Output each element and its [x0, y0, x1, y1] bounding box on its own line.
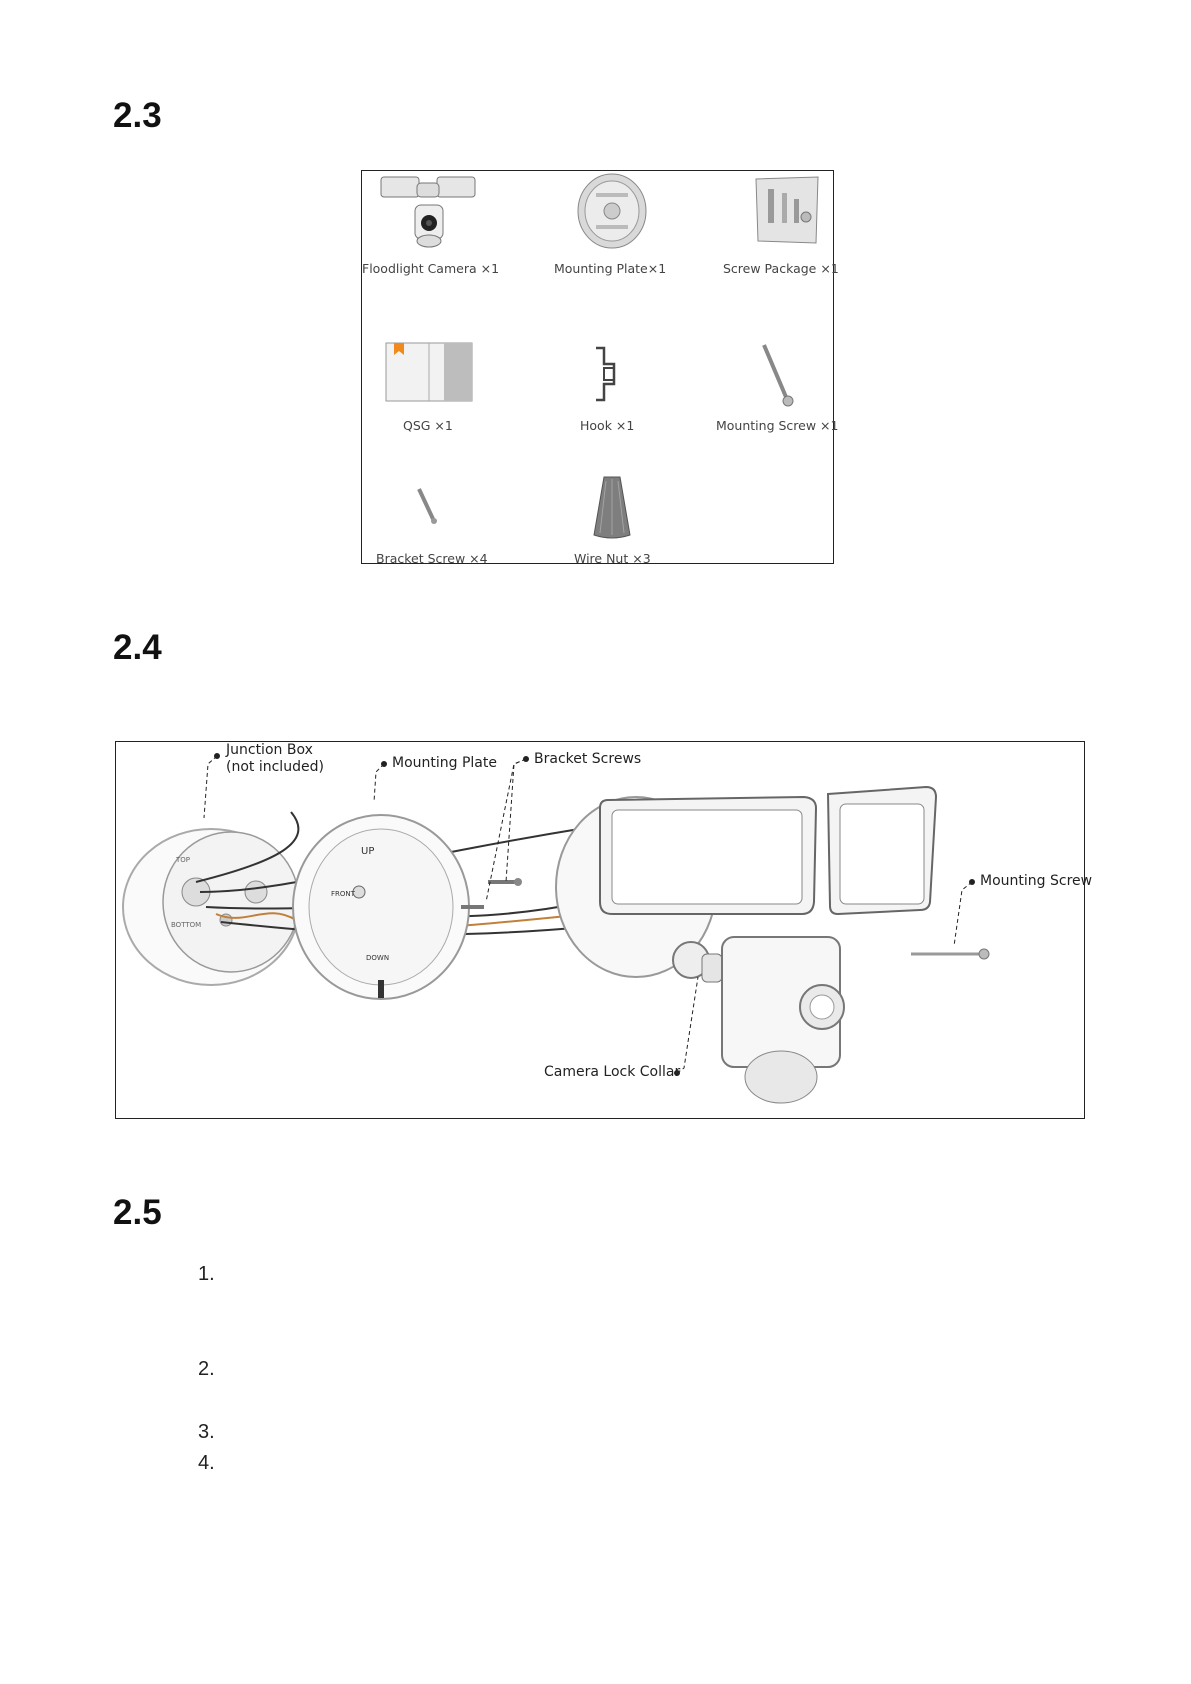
- mounting-screw-drawing: [911, 949, 989, 959]
- mounting-plate-drawing: [293, 815, 469, 999]
- junction-bottom-label: BOTTOM: [171, 921, 202, 929]
- camera-drawing: [673, 937, 844, 1103]
- hook-icon: [590, 344, 622, 404]
- item-label-hook: Hook ×1: [580, 418, 635, 433]
- callout-junction-box-line1: Junction Box: [226, 742, 313, 758]
- bracket-screws-drawing: [461, 878, 522, 907]
- item-label-qsg: QSG ×1: [403, 418, 453, 433]
- mounting-plate-icon: [574, 171, 650, 251]
- wire-nut-icon: [590, 473, 634, 541]
- step-number-1: 1.: [198, 1263, 215, 1285]
- item-label-bracket-screw: Bracket Screw ×4: [376, 551, 488, 566]
- item-label-mounting-plate: Mounting Plate×1: [554, 261, 667, 276]
- item-label-mounting-screw: Mounting Screw ×1: [716, 418, 839, 433]
- step-number-3: 3.: [198, 1421, 215, 1443]
- floodlight-camera-icon: [379, 173, 479, 251]
- screw-package-icon: [750, 173, 824, 247]
- section-2-3-heading: 2.3: [113, 96, 162, 135]
- step-number-4: 4.: [198, 1452, 215, 1474]
- exploded-view-drawing: [116, 742, 1084, 1118]
- item-label-wire-nut: Wire Nut ×3: [574, 551, 651, 566]
- section-2-4-heading: 2.4: [113, 628, 162, 667]
- junction-top-label: TOP: [176, 856, 191, 864]
- callout-mounting-screw: Mounting Screw: [980, 873, 1093, 889]
- callout-junction-box: [226, 742, 324, 776]
- callout-camera-lock-collar: Camera Lock Collar: [544, 1064, 681, 1080]
- installation-diagram: [115, 741, 1093, 1119]
- callout-bracket-screws: Bracket Screws: [534, 751, 642, 767]
- package-contents-figure: [361, 170, 839, 566]
- callout-mounting-plate: Mounting Plate: [392, 755, 497, 771]
- section-2-5-heading: 2.5: [113, 1193, 162, 1232]
- callout-junction-box-line2: (not included): [226, 759, 324, 775]
- item-label-floodlight-camera: Floodlight Camera ×1: [362, 261, 500, 276]
- mounting-screw-icon: [758, 341, 798, 409]
- plate-down-label: DOWN: [366, 954, 390, 962]
- bracket-screw-icon: [415, 485, 439, 525]
- plate-up-label: UP: [361, 846, 375, 857]
- item-label-screw-package: Screw Package ×1: [723, 261, 839, 276]
- qsg-booklet-icon: [384, 341, 474, 403]
- step-number-2: 2.: [198, 1358, 215, 1380]
- plate-front-label: FRONT: [331, 890, 355, 898]
